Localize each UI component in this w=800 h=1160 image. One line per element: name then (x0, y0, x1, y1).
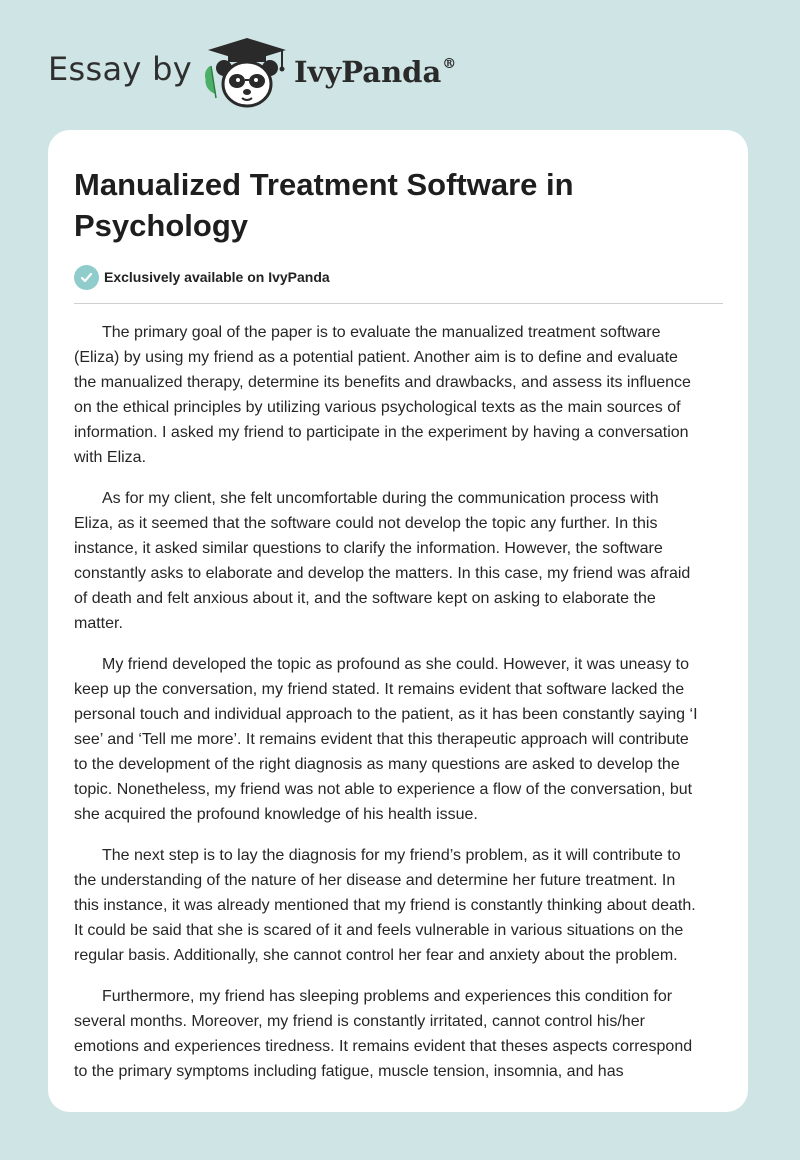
brand-label: IvyPanda (294, 55, 442, 89)
text-line: My friend developed the topic as profound as she could. However, it was uneasy to (102, 656, 690, 673)
text-line: several months. Moreover, my friend is constantly irritated, cannot control his/her (74, 1013, 645, 1030)
text-line: this instance, it was already mentioned that my friend is constantly thinking about death. (74, 897, 696, 914)
text-line: constantly asks to elaborate and develop the matters. In this case, my friend was afraid (74, 565, 691, 582)
text-line: information. I asked my friend to participate in the experiment by having a conversation (74, 424, 689, 441)
essay-title: Manualized Treatment Software in Psychology (74, 167, 574, 243)
text-line: on the ethical principles by utilizing various psychological texts as the main sources of (74, 399, 681, 416)
exclusive-label: Exclusively available on IvyPanda (104, 269, 330, 285)
text-line: keep up the conversation, my friend stated. It remains evident that software lacked the (74, 681, 685, 698)
text-line: topic. Nonetheless, my friend was not able to experience a flow of the conversation, but (74, 781, 693, 798)
text-line: the understanding of the nature of her disease and determine her future treatment. In (74, 872, 676, 889)
text-line: The next step is to lay the diagnosis for my friend’s problem, as it will contribute to (102, 847, 681, 864)
registered-mark: ® (442, 56, 457, 72)
paragraph-4 (74, 843, 724, 968)
essay-card (48, 130, 748, 1112)
text-line: see’ and ‘Tell me more’. It remains evident that this therapeutic approach will contribute (74, 731, 689, 748)
paragraph-3 (74, 652, 724, 827)
text-line: with Eliza. (74, 449, 147, 466)
panda-graduate-logo-icon[interactable] (198, 36, 296, 110)
paragraph-5 (74, 984, 724, 1084)
text-line: personal touch and individual approach to the patient, as it has been constantly saying ‘I (74, 706, 698, 723)
text-line: regular basis. Additionally, she cannot control her fear and anxiety about the problem. (74, 947, 678, 964)
text-line: (Eliza) by using my friend as a potential patient. Another aim is to define and evaluate (74, 349, 678, 366)
text-line: instance, it asked similar questions to clarify the information. However, the software (74, 540, 663, 557)
title-divider (74, 303, 723, 304)
text-line: It could be said that she is scared of it and feels vulnerable in various situations on the (74, 922, 684, 939)
essay-body (74, 320, 724, 1100)
text-line: to the primary symptoms including fatigue, muscle tension, insomnia, and has (74, 1063, 624, 1080)
brand-name[interactable] (294, 55, 456, 89)
text-line: emotions and experiences tiredness. It remains evident that theses aspects correspond (74, 1038, 693, 1055)
site-header (0, 0, 800, 130)
paragraph-2 (74, 486, 724, 636)
text-line: she acquired the profound knowledge of his health issue. (74, 806, 478, 823)
text-line: As for my client, she felt uncomfortable during the communication process with (102, 490, 659, 507)
check-circle-icon (74, 265, 99, 290)
text-line: to the development of the right diagnosis as many questions are asked to develop the (74, 756, 680, 773)
paragraph-1 (74, 320, 724, 470)
essay-by-label: Essay by (48, 50, 192, 88)
exclusive-badge (74, 264, 330, 290)
text-line: the manualized therapy, determine its benefits and drawbacks, and assess its influence (74, 374, 691, 391)
text-line: of death and felt anxious about it, and the software kept on asking to elaborate the (74, 590, 656, 607)
text-line: Eliza, as it seemed that the software could not develop the topic any further. In this (74, 515, 658, 532)
text-line: Furthermore, my friend has sleeping problems and experiences this condition for (102, 988, 673, 1005)
text-line: matter. (74, 615, 123, 632)
text-line: The primary goal of the paper is to evaluate the manualized treatment software (102, 324, 661, 341)
